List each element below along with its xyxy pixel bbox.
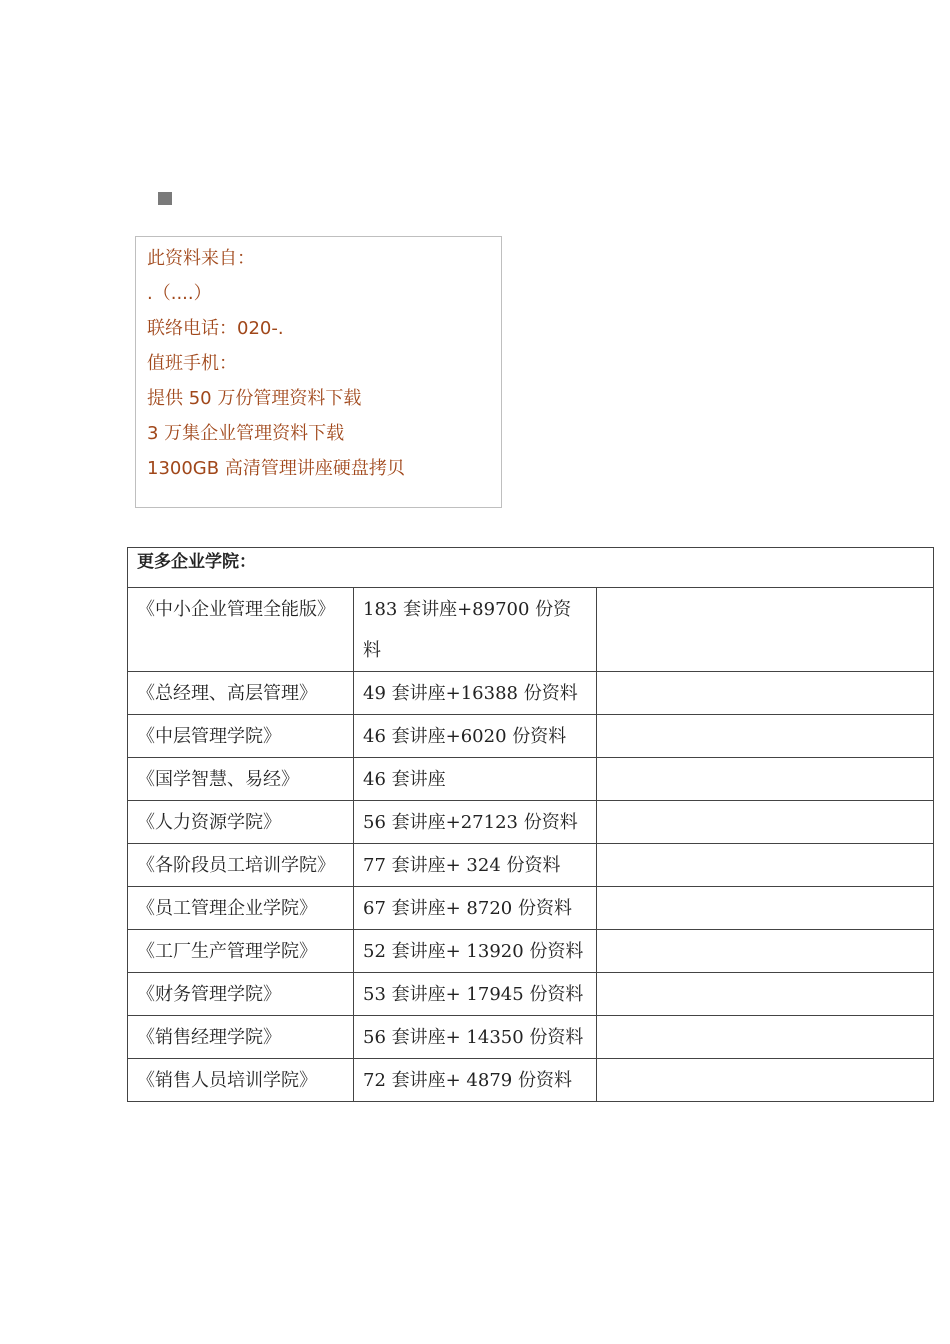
square-bullet-icon xyxy=(158,192,172,205)
academy-extra xyxy=(597,1016,934,1059)
academy-name: 《中小企业管理全能版》 xyxy=(128,588,354,672)
academy-name: 《总经理、高层管理》 xyxy=(128,672,354,715)
info-phone: 联络电话：020-. xyxy=(147,318,284,339)
info-offer-videos: 3 万集企业管理资料下载 xyxy=(147,423,345,444)
academy-extra xyxy=(597,973,934,1016)
academy-extra xyxy=(597,801,934,844)
academy-extra xyxy=(597,672,934,715)
academy-table xyxy=(127,547,934,1102)
academy-name: 《工厂生产管理学院》 xyxy=(128,930,354,973)
academy-name: 《中层管理学院》 xyxy=(128,715,354,758)
academy-name: 《员工管理企业学院》 xyxy=(128,887,354,930)
info-source-label: 此资料来自： xyxy=(147,248,255,269)
academy-detail: 67 套讲座+ 8720 份资料 xyxy=(354,887,597,930)
table-row xyxy=(128,758,934,801)
table-row xyxy=(128,973,934,1016)
academy-detail: 52 套讲座+ 13920 份资料 xyxy=(354,930,597,973)
source-info-box xyxy=(135,236,502,508)
academy-detail: 72 套讲座+ 4879 份资料 xyxy=(354,1059,597,1102)
academy-detail: 56 套讲座+ 14350 份资料 xyxy=(354,1016,597,1059)
academy-name: 《人力资源学院》 xyxy=(128,801,354,844)
table-header-row xyxy=(128,548,934,588)
academy-extra xyxy=(597,758,934,801)
table-row xyxy=(128,887,934,930)
academy-detail: 183 套讲座+89700 份资料 xyxy=(354,588,597,672)
info-website: .（....） xyxy=(147,283,212,304)
academy-extra xyxy=(597,930,934,973)
academy-detail: 46 套讲座 xyxy=(354,758,597,801)
table-row xyxy=(128,930,934,973)
table-row xyxy=(128,588,934,672)
academy-extra xyxy=(597,887,934,930)
info-offer-documents: 提供 50 万份管理资料下载 xyxy=(147,388,362,409)
academy-extra xyxy=(597,1059,934,1102)
info-mobile: 值班手机： xyxy=(147,353,237,374)
table-row xyxy=(128,844,934,887)
academy-name: 《各阶段员工培训学院》 xyxy=(128,844,354,887)
academy-extra xyxy=(597,715,934,758)
academy-extra xyxy=(597,588,934,672)
academy-detail: 46 套讲座+6020 份资料 xyxy=(354,715,597,758)
table-row xyxy=(128,715,934,758)
academy-name: 《财务管理学院》 xyxy=(128,973,354,1016)
table-row xyxy=(128,1016,934,1059)
academy-extra xyxy=(597,844,934,887)
academy-name: 《销售人员培训学院》 xyxy=(128,1059,354,1102)
table-row xyxy=(128,801,934,844)
academy-detail: 77 套讲座+ 324 份资料 xyxy=(354,844,597,887)
academy-name: 《国学智慧、易经》 xyxy=(128,758,354,801)
academy-detail: 53 套讲座+ 17945 份资料 xyxy=(354,973,597,1016)
academy-detail: 49 套讲座+16388 份资料 xyxy=(354,672,597,715)
table-header: 更多企业学院： xyxy=(128,548,934,588)
academy-name: 《销售经理学院》 xyxy=(128,1016,354,1059)
academy-detail: 56 套讲座+27123 份资料 xyxy=(354,801,597,844)
table-row xyxy=(128,1059,934,1102)
table-row xyxy=(128,672,934,715)
info-offer-harddisk: 1300GB 高清管理讲座硬盘拷贝 xyxy=(147,458,405,479)
